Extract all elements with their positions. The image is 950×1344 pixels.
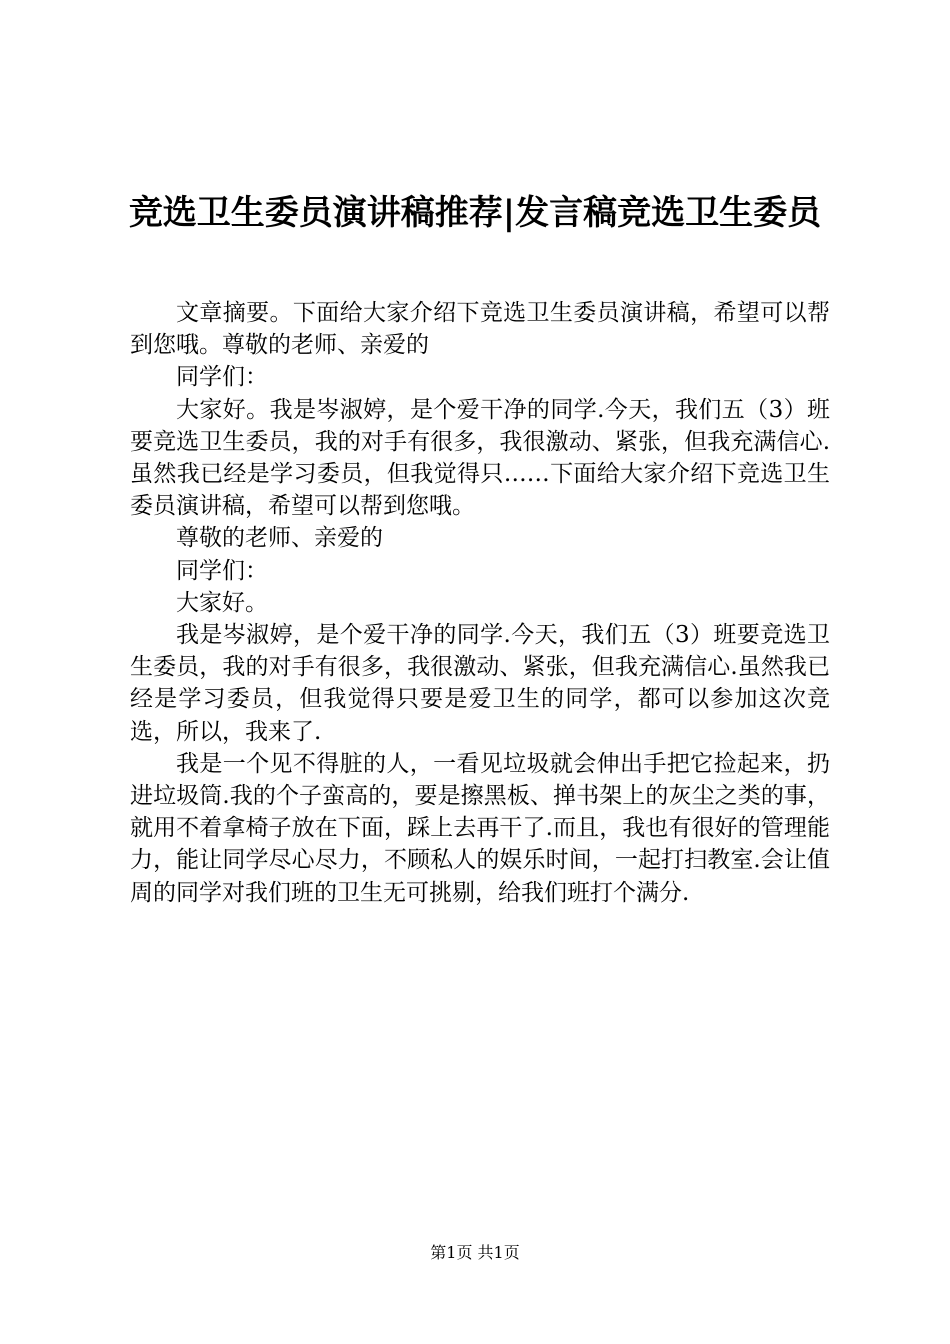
paragraph: 我是一个见不得脏的人，一看见垃圾就会伸出手把它捡起来，扔进垃圾筒.我的个子蛮高的，要是擦黑板、掸书架上的灰尘之类的事，就用不着拿椅子放在下面，踩上去再干了.而且，我也有很好的管理能力，能让同学尽心尽力，不顾私人的娱乐时间，一起打扫教室.会让值周的同学对我们班的卫生无可挑剔，给我们班打个满分. xyxy=(130,750,830,906)
paragraph: 大家好。我是岑淑婷，是个爱干净的同学.今天，我们五（3）班要竞选卫生委员，我的对手有很多，我很激动、紧张，但我充满信心.虽然我已经是学习委员，但我觉得只……下面给大家介绍下竞选卫生委员演讲稿，希望可以帮到您哦。 xyxy=(130,396,830,520)
document-body xyxy=(130,297,830,909)
document-title: 竞选卫生委员演讲稿推荐|发言稿竞选卫生委员 xyxy=(128,193,822,233)
paragraph: 文章摘要。下面给大家介绍下竞选卫生委员演讲稿，希望可以帮到您哦。尊敬的老师、亲爱的 xyxy=(130,300,830,359)
paragraph: 尊敬的老师、亲爱的 xyxy=(176,525,383,552)
paragraph: 我是岑淑婷，是个爱干净的同学.今天，我们五（3）班要竞选卫生委员，我的对手有很多，我很激动、紧张，但我充满信心.虽然我已经是学习委员，但我觉得只要是爱卫生的同学，都可以参加这次竞选，所以，我来了. xyxy=(130,622,830,745)
paragraph: 大家好。 xyxy=(176,589,268,616)
paragraph: 同学们： xyxy=(176,364,268,391)
page-footer: 第1页 共1页 xyxy=(430,1243,520,1262)
paragraph: 同学们： xyxy=(176,557,268,584)
